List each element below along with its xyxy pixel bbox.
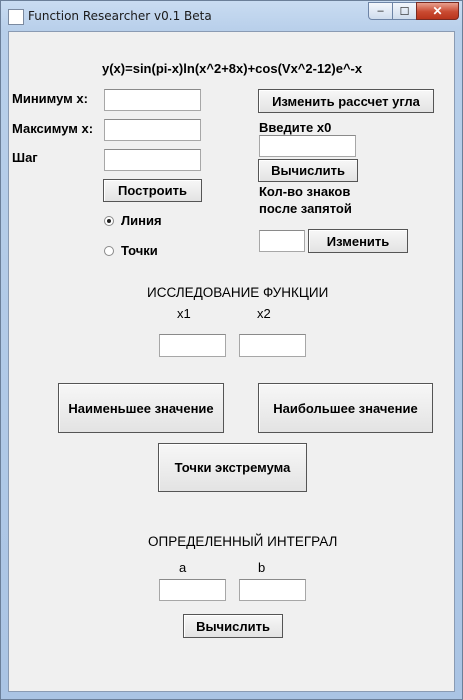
max-x-input[interactable] xyxy=(104,119,201,141)
compute-angle-button[interactable]: Вычислить xyxy=(258,159,358,182)
form-client-area xyxy=(8,31,455,692)
step-input[interactable] xyxy=(104,149,201,171)
x1-label: х1 xyxy=(177,306,191,321)
points-radio[interactable] xyxy=(104,246,114,256)
minimize-button[interactable]: – xyxy=(368,2,393,20)
compute-integral-button[interactable]: Вычислить xyxy=(183,614,283,638)
window-title: Function Researcher v0.1 Beta xyxy=(28,9,212,23)
extrema-button[interactable]: Точки экстремума xyxy=(158,443,307,492)
b-input[interactable] xyxy=(239,579,306,601)
points-radio-label[interactable]: Точки xyxy=(121,243,158,258)
integral-heading: ОПРЕДЕЛЕННЫЙ ИНТЕГРАЛ xyxy=(148,534,338,549)
a-label: a xyxy=(179,560,187,575)
digits-label-line1: Кол-во знаков xyxy=(259,184,351,199)
x2-label: х2 xyxy=(257,306,271,321)
max-x-label: Максимум х: xyxy=(12,121,94,136)
x0-input[interactable] xyxy=(259,135,356,157)
app-icon xyxy=(8,9,24,25)
min-value-button[interactable]: Наименьшее значение xyxy=(58,383,224,433)
line-radio[interactable] xyxy=(104,216,114,226)
digits-input[interactable] xyxy=(259,230,305,252)
x1-input[interactable] xyxy=(159,334,226,357)
b-label: b xyxy=(258,560,266,575)
change-angle-button[interactable]: Изменить рассчет угла xyxy=(258,89,434,113)
title-bar[interactable] xyxy=(1,1,462,31)
research-heading: ИССЛЕДОВАНИЕ ФУНКЦИИ xyxy=(147,285,329,300)
close-button[interactable]: ✕ xyxy=(416,2,459,20)
min-x-label: Минимум х: xyxy=(12,91,88,106)
x0-label: Введите х0 xyxy=(259,120,332,135)
min-x-input[interactable] xyxy=(104,89,201,111)
a-input[interactable] xyxy=(159,579,226,601)
formula-label: y(x)=sin(pi-x)ln(x^2+8x)+cos(Vx^2-12)e^-x xyxy=(102,61,363,76)
build-button[interactable]: Построить xyxy=(103,179,202,202)
digits-label-line2: после запятой xyxy=(259,201,352,216)
max-value-button[interactable]: Наибольшее значение xyxy=(258,383,433,433)
change-digits-button[interactable]: Изменить xyxy=(308,229,408,253)
maximize-button[interactable]: ☐ xyxy=(392,2,417,20)
line-radio-label[interactable]: Линия xyxy=(121,213,162,228)
x2-input[interactable] xyxy=(239,334,306,357)
step-label: Шаг xyxy=(12,150,38,165)
